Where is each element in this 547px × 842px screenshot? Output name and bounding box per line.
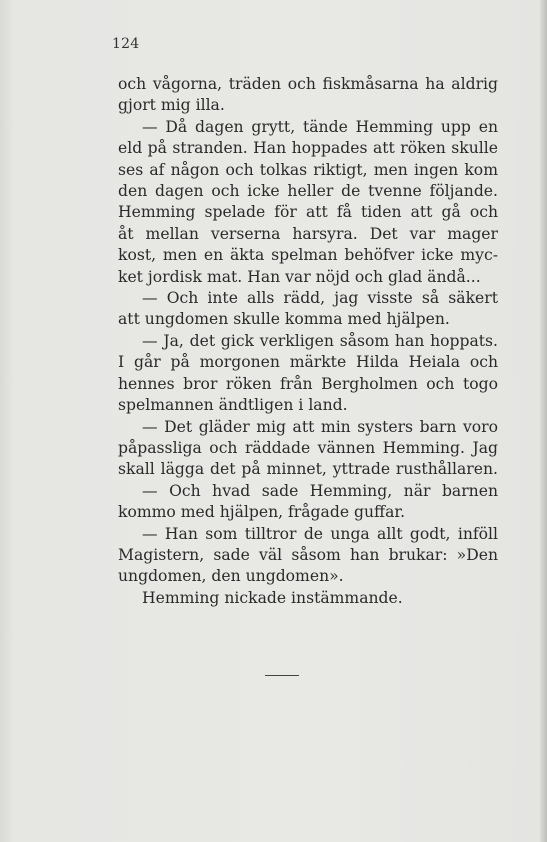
- page-number: 124: [112, 36, 140, 52]
- text-line: Hemming spelade för att få tiden att gå och: [118, 203, 498, 222]
- text-line: — Det gläder mig att min systers barn voro: [142, 417, 498, 436]
- text-line: — Då dagen grytt, tände Hemming upp en: [142, 117, 498, 136]
- text-line: kommo med hjälpen, frågade guffar.: [118, 503, 406, 522]
- text-line: och vågorna, träden och fiskmåsarna ha aldrig: [118, 75, 498, 93]
- text-line: I går på morgonen märkte Hilda Heiala och: [118, 353, 498, 372]
- text-line: Magistern, sade väl såsom han brukar: »Den: [118, 545, 498, 564]
- text-line: Hemming nickade instämmande.: [142, 588, 403, 607]
- section-end-rule: [265, 675, 299, 676]
- text-line: gjort mig illa.: [118, 96, 225, 115]
- text-line: åt mellan verserna harsyra. Det var mager: [118, 224, 498, 243]
- text-line: — Ja, det gick verkligen såsom han hoppats.: [142, 331, 498, 350]
- text-line: spelmannen ändtligen i land.: [118, 396, 348, 415]
- text-line: eld på stranden. Han hoppades att röken skulle: [118, 139, 498, 158]
- text-line: skall lägga det på minnet, yttrade rusthållaren.: [118, 460, 498, 479]
- text-line: att ungdomen skulle komma med hjälpen.: [118, 310, 450, 329]
- text-line: — Och inte alls rädd, jag visste så säkert: [142, 289, 498, 308]
- text-line: hennes bror röken från Bergholmen och togo: [118, 374, 498, 393]
- body-text: [118, 74, 498, 609]
- text-line: kost, men en äkta spelman behöfver icke myc-: [118, 246, 498, 265]
- text-line: — Han som tilltror de unga allt godt, inföll: [142, 524, 498, 543]
- text-line: ses af någon och tolkas riktigt, men ingen kom: [118, 160, 498, 179]
- text-line: ket jordisk mat. Han var nöjd och glad ändå...: [118, 267, 481, 286]
- text-line: den dagen och icke heller de tvenne följande.: [118, 182, 498, 201]
- text-line: påpassliga och räddade vännen Hemming. Jag: [118, 438, 498, 457]
- page-edge-shadow: [540, 0, 547, 842]
- text-line: ungdomen, den ungdomen».: [118, 567, 344, 586]
- text-line: — Och hvad sade Hemming, när barnen: [142, 481, 498, 500]
